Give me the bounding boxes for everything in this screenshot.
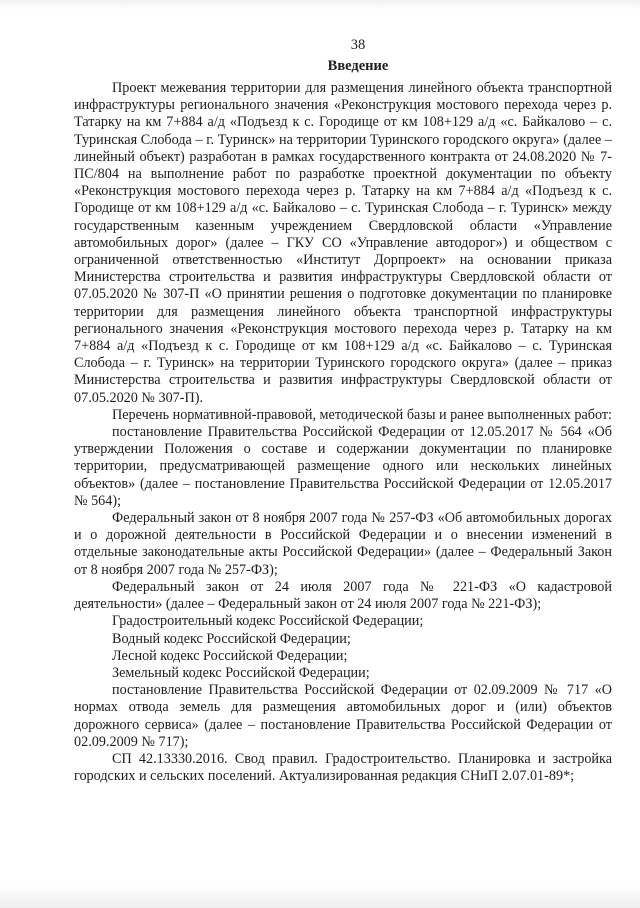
list-item-sp-42: СП 42.13330.2016. Свод правил. Градостроительство. Планировка и застройка городских и сельских поселений. Актуализированная редакция СНиП 2.07.01-89*;: [74, 750, 612, 785]
page-number: 38: [350, 37, 366, 53]
scan-edge-bottom: [0, 886, 640, 908]
section-heading: Введение: [327, 58, 389, 74]
scan-edge-top: [0, 0, 640, 10]
list-item-resolution-564: постановление Правительства Российской Федерации от 12.05.2017 № 564 «Об утверждении Положения о составе и содержании документации по планировке территории, предусматривающей размещение одного или нескольких линейных объектов» (далее – постановление Правительства Российской Федерации от 12.05.2017 № 564);: [74, 424, 612, 509]
paragraph-intro: Проект межевания территории для размещения линейного объекта транспортной инфраструктуры регионального значения «Реконструкция мостового перехода через р. Татарку на км 7+884 а/д «Подъезд к с. Городище от км 108+129 а/д «с. Байкалово – с. Туринская Слобода – г. Туринск» на территории Туринского городского округа» (далее – линейный объект) разработан в рамках государственного контракта от 24.08.2020 № 7-ПС/804 на выполнение работ по разработке проектной документации по объекту «Реконструкция мостового перехода через р. Татарку на км 7+884 а/д «Подъезд к с. Городище от км 108+129 а/д «с. Байкалово – с. Туринская Слобода – г. Туринск» между государственным казенным учреждением Свердловской области «Управление автомобильных дорог» (далее – ГКУ СО «Управление автодорог») и обществом с ограниченной ответственностью «Институт Дорпроект» на основании приказа Министерства строительства и развития инфраструктуры Свердловской области от 07.05.2020 № 307-П «О принятии решения о подготовке документации по планировке территории для размещения линейного объекта транспортной инфраструктуры регионального значения «Реконструкция мостового перехода через р. Татарку на км 7+884 а/д «Подъезд к с. Городище от км 108+129 а/д «с. Байкалово – с. Туринская Слобода – г. Туринск» на территории Туринского городского округа» (далее – приказ Министерства строительства и развития инфраструктуры Свердловской области от 07.05.2020 № 307-П).: [74, 80, 612, 406]
list-item-land-code: Земельный кодекс Российской Федерации;: [112, 664, 370, 681]
paragraph-list-intro: Перечень нормативной-правовой, методической базы и ранее выполненных работ:: [112, 406, 613, 423]
list-item-resolution-717: постановление Правительства Российской Федерации от 02.09.2009 № 717 «О нормах отвода земель для размещения автомобильных дорог и (или) объектов дорожного сервиса» (далее – постановление Правительства Российской Федерации от 02.09.2009 № 717);: [74, 682, 612, 750]
document-page: [74, 34, 612, 785]
list-item-urban-code: Градостроительный кодекс Российской Федерации;: [112, 613, 424, 630]
list-item-law-257: Федеральный закон от 8 ноября 2007 года № 257-ФЗ «Об автомобильных дорогах и о дорожной деятельности в Российской Федерации и о внесении изменений в отдельные законодательные акты Российской Федерации» (далее – Федеральный Закон от 8 ноября 2007 года № 257-ФЗ);: [74, 510, 612, 578]
list-item-law-221: Федеральный закон от 24 июля 2007 года № 221-ФЗ «О кадастровой деятельности» (далее – Федеральный закон от 24 июля 2007 года № 221-ФЗ);: [74, 578, 612, 613]
list-item-water-code: Водный кодекс Российской Федерации;: [112, 630, 351, 647]
list-item-forest-code: Лесной кодекс Российской Федерации;: [112, 647, 348, 664]
